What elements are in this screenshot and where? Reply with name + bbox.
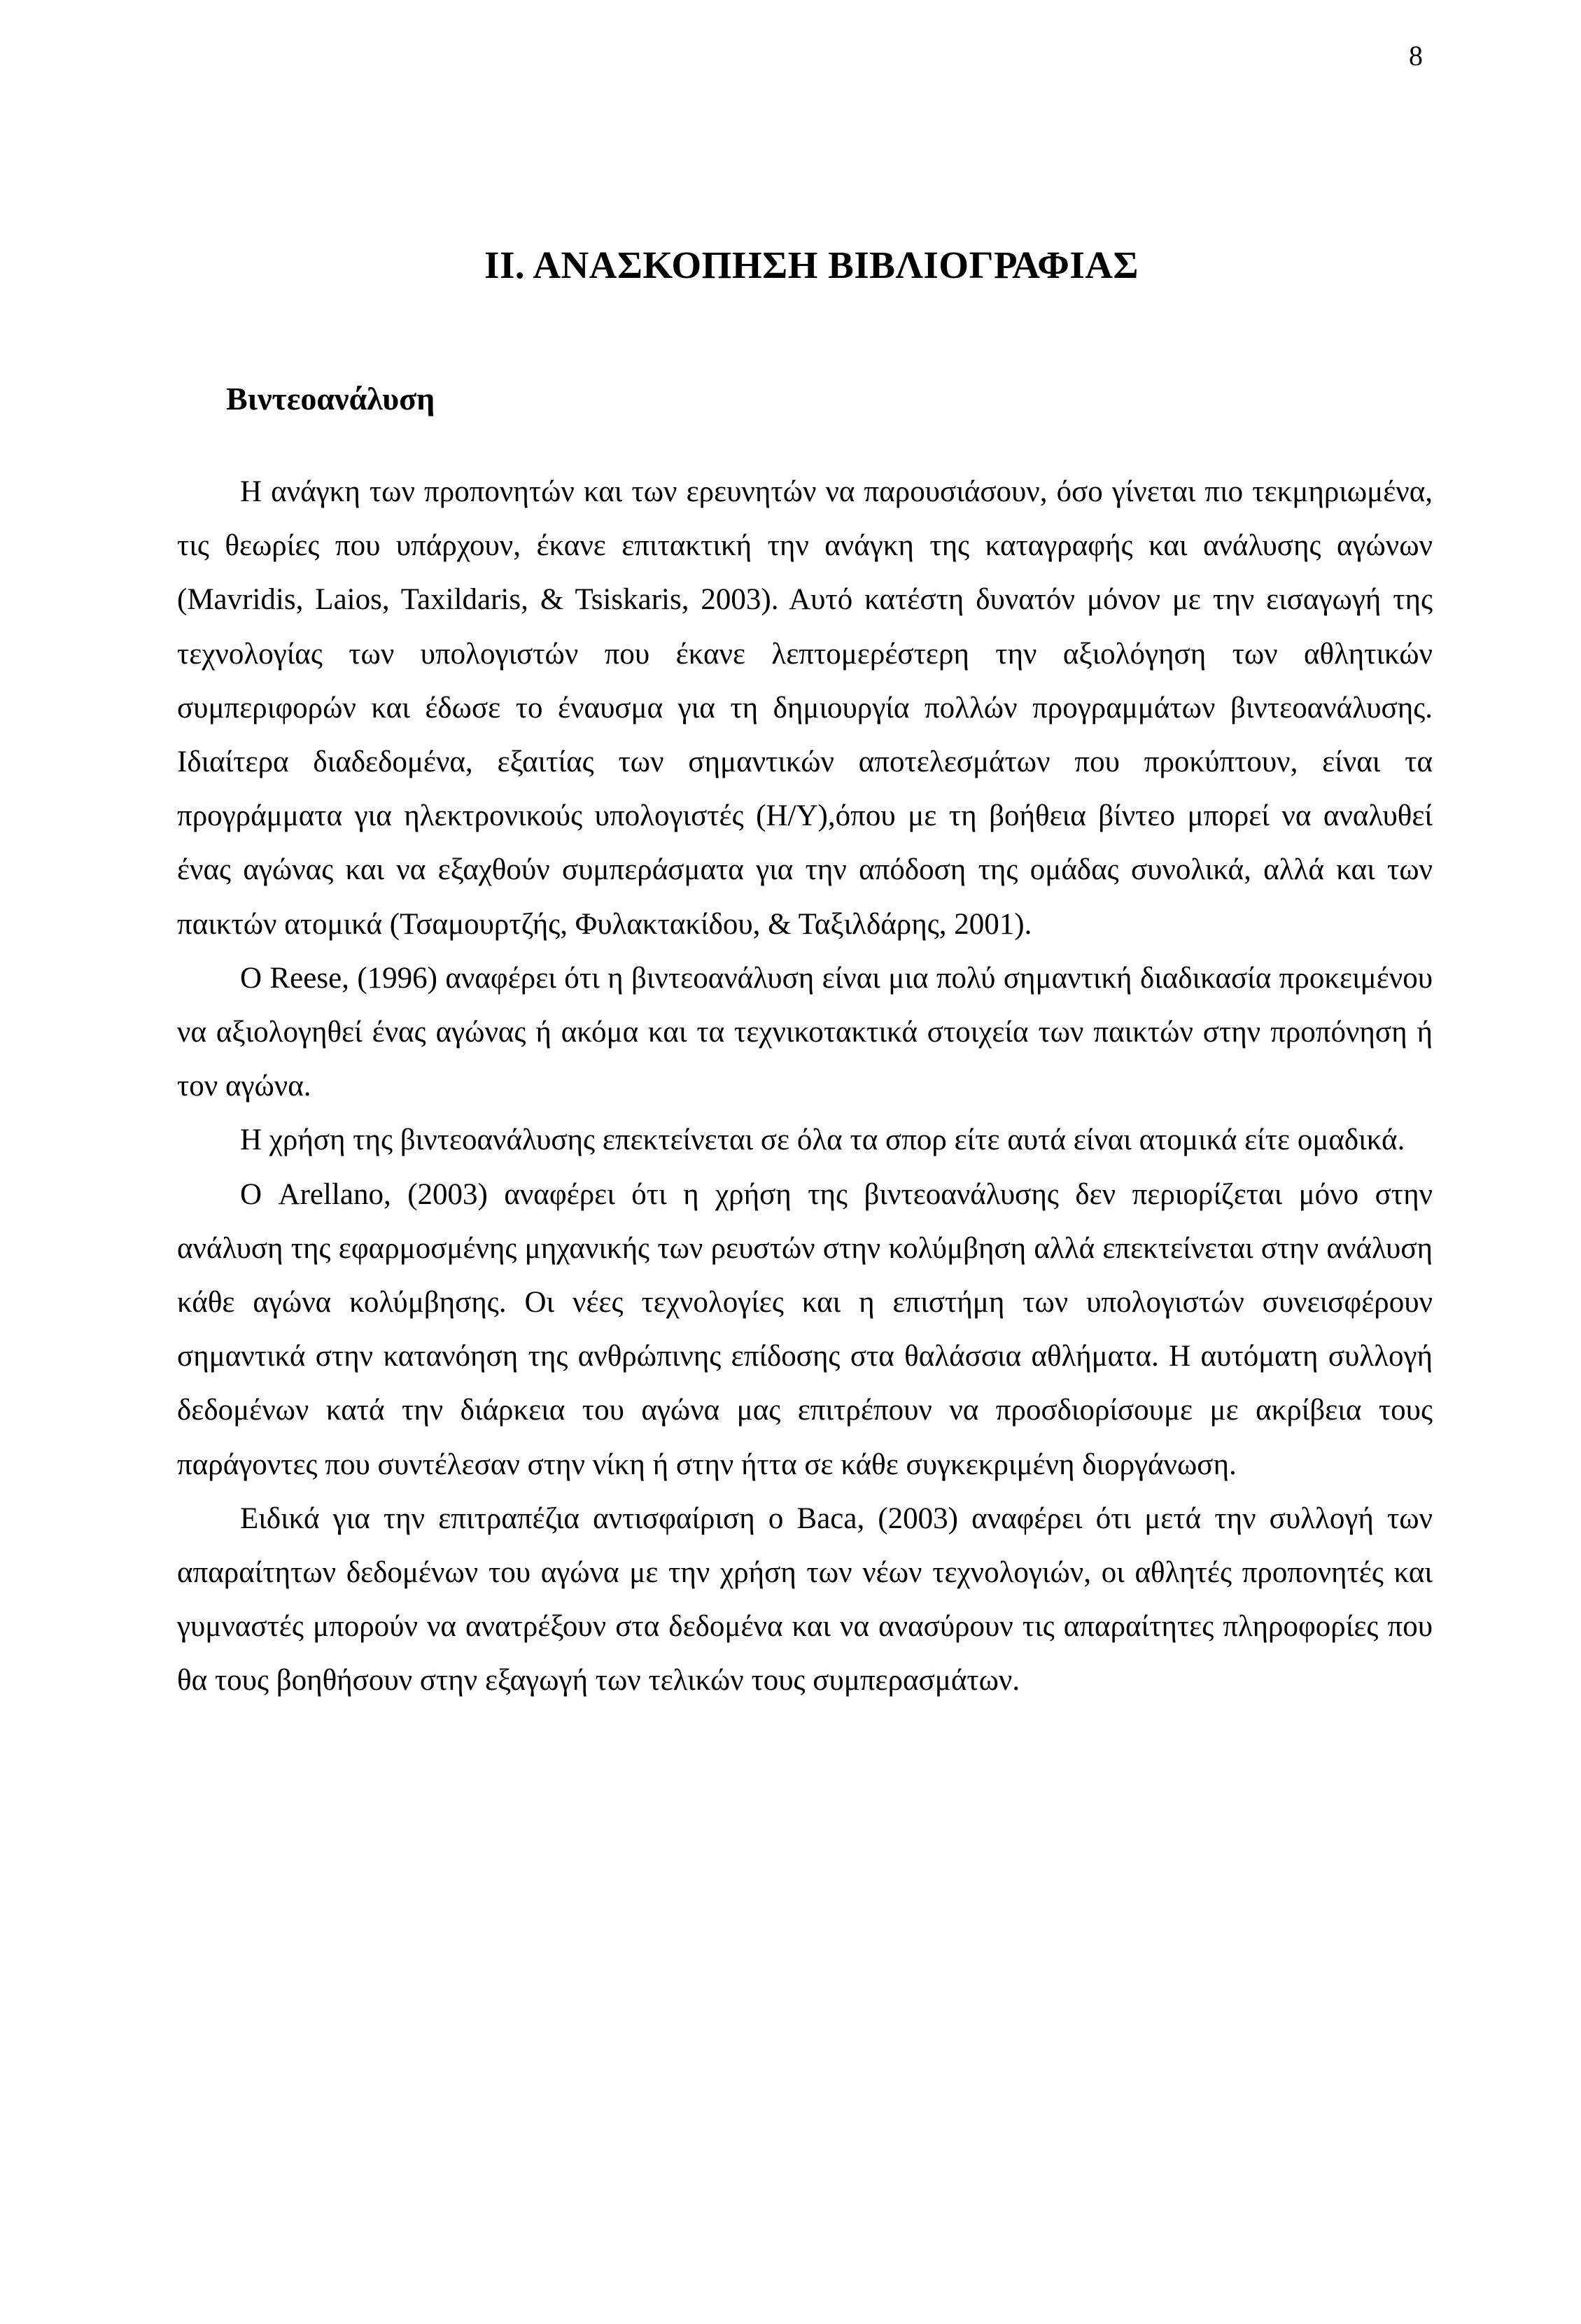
paragraph-arellano: Ο Arellano, (2003) αναφέρει ότι η χρήση της βιντεοανάλυσης δεν περιορίζεται μόνο στην ανάλυση της εφαρμοσμένης μηχανικής των ρευστών στην κολύμβηση αλλά επεκτείνεται στην ανάλυση κάθε αγώνα κολύμβησης. Οι νέες τεχνολογίες και η επιστήμη των υπολογιστών συνεισφέρουν σημαντικά στην κατανόηση της ανθρώπινης επίδοσης στα θαλάσσια αθλήματα. Η αυτόματη συλλογή δεδομένων κατά την διάρκεια του αγώνα μας επιτρέπουν να προσδιορίσουμε με ακρίβεια τους παράγοντες που συντέλεσαν στην νίκη ή στην ήττα σε κάθε συγκεκριμένη διοργάνωση. — [177, 1177, 1433, 1481]
section-heading: Βιντεοανάλυση — [226, 381, 435, 417]
paragraph-all-sports: Η χρήση της βιντεοανάλυσης επεκτείνεται σε όλα τα σπορ είτε αυτά είναι ατομικά είτε ομαδικά. — [240, 1124, 1405, 1157]
chapter-title: ΙΙ. ΑΝΑΣΚΟΠΗΣΗ ΒΙΒΛΙΟΓΡΑΦΙΑΣ — [484, 243, 1139, 286]
body-text — [177, 465, 1433, 1708]
page-number: 8 — [1409, 40, 1423, 71]
paragraph-baca: Ειδικά για την επιτραπέζια αντισφαίριση ο Baca, (2003) αναφέρει ότι μετά την συλλογή των απαραίτητων δεδομένων του αγώνα με την χρήση των νέων τεχνολογιών, οι αθλητές προπονητές και γυμναστές μπορούν να ανατρέξουν στα δεδομένα και να ανασύρουν τις απαραίτητες πληροφορίες που θα τους βοηθήσουν στην εξαγωγή των τελικών τους συμπερασμάτων. — [177, 1502, 1433, 1698]
paragraph-video-analysis-intro: Η ανάγκη των προπονητών και των ερευνητών να παρουσιάσουν, όσο γίνεται πιο τεκμηριωμένα, τις θεωρίες που υπάρχουν, έκανε επιτακτική την ανάγκη της καταγραφής και ανάλυσης αγώνων (Mavridis, Laios, Taxildaris, & Tsiskaris, 2003). Αυτό κατέστη δυνατόν μόνον με την εισαγωγή της τεχνολογίας των υπολογιστών που έκανε λεπτομερέστερη την αξιολόγηση των αθλητικών συμπεριφορών και έδωσε το έναυσμα για τη δημιουργία πολλών προγραμμάτων βιντεοανάλυσης. Ιδιαίτερα διαδεδομένα, εξαιτίας των σημαντικών αποτελεσμάτων που προκύπτουν, είναι τα προγράμματα για ηλεκτρονικούς υπολογιστές (Η/Υ),όπου με τη βοήθεια βίντεο μπορεί να αναλυθεί ένας αγώνας και να εξαχθούν συμπεράσματα για την απόδοση της ομάδας συνολικά, αλλά και των παικτών ατομικά (Τσαμουρτζής, Φυλακτακίδου, & Ταξιλδάρης, 2001). — [177, 475, 1433, 941]
paragraph-reese: Ο Reese, (1996) αναφέρει ότι η βιντεοανάλυση είναι μια πολύ σημαντική διαδικασία προκειμένου να αξιολογηθεί ένας αγώνας ή ακόμα και τα τεχνικοτακτικά στοιχεία των παικτών στην προπόνηση ή τον αγώνα. — [177, 961, 1433, 1103]
